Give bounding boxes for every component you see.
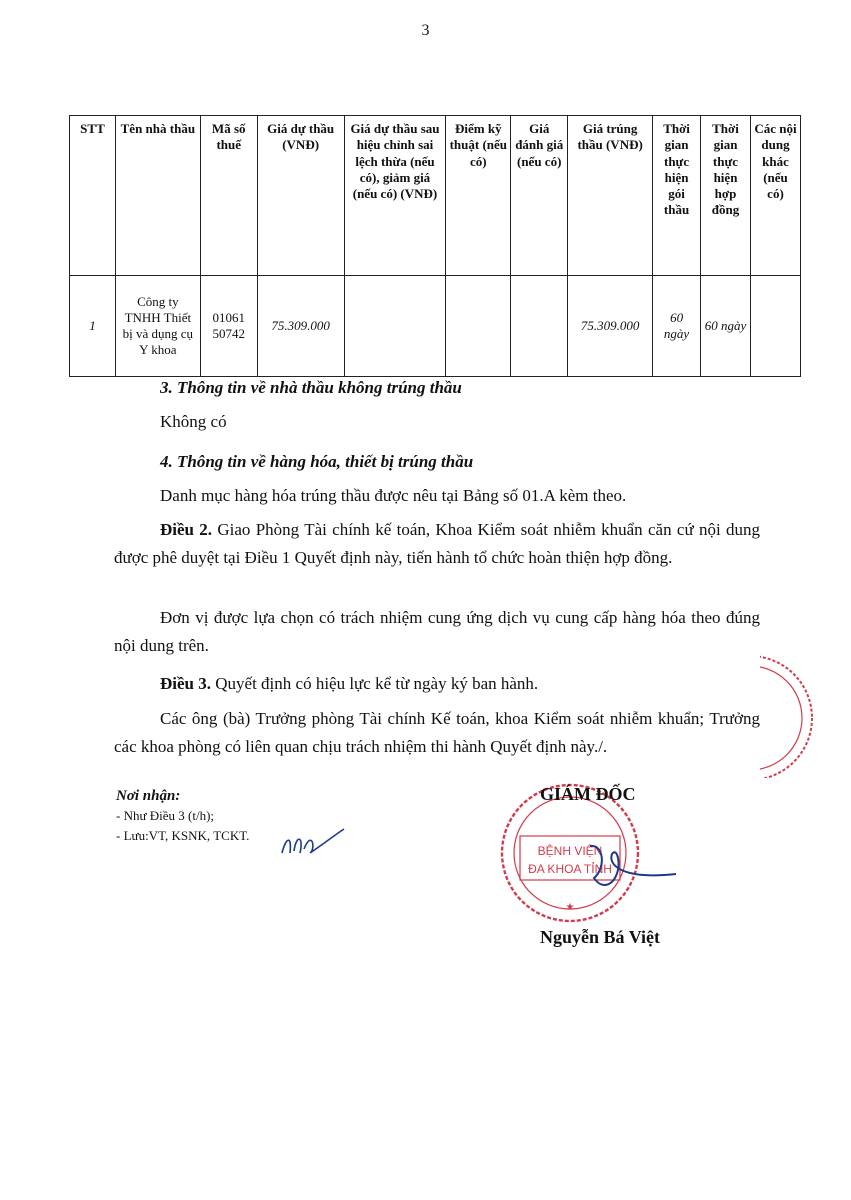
article-3-text: Quyết định có hiệu lực kể từ ngày ký ban hành.: [211, 674, 539, 693]
stamp-text-line-2: ĐA KHOA TỈNH: [528, 862, 612, 876]
header-bidder-name: Tên nhà thầu: [115, 116, 200, 276]
table-header-row: [70, 116, 801, 276]
cell-other-content: [750, 276, 800, 377]
table-row: [70, 276, 801, 377]
header-bid-price: Giá dự thầu (VNĐ): [257, 116, 344, 276]
cell-evaluated-price: [511, 276, 568, 377]
article-2: [114, 516, 760, 572]
article-2-label: Điều 2.: [160, 520, 213, 539]
header-package-duration: Thời gian thực hiện gói thầu: [653, 116, 701, 276]
paragraph-unit-responsibility: Đơn vị được lựa chọn có trách nhiệm cung ứng dịch vụ cung cấp hàng hóa theo đúng nội dung trên.: [114, 608, 760, 655]
cell-stt: 1: [70, 276, 116, 377]
header-technical-score: Điểm kỹ thuật (nếu có): [446, 116, 511, 276]
stamp-text-line-1: BỆNH VIỆN: [537, 844, 603, 858]
header-evaluated-price: Giá đánh giá (nếu có): [511, 116, 568, 276]
cell-winning-price: 75.309.000: [568, 276, 653, 377]
stamp-star-icon: ★: [565, 902, 575, 913]
page-number: 3: [421, 22, 430, 39]
signer-name: Nguyễn Bá Việt: [540, 927, 661, 947]
cell-technical-score: [446, 276, 511, 377]
header-stt: STT: [70, 116, 116, 276]
handwritten-initials: [278, 823, 348, 863]
header-adjusted-price: Giá dự thầu sau hiệu chỉnh sai lệch thừa (nếu có), giảm giá (nếu có) (VNĐ): [344, 116, 446, 276]
header-other-content: Các nội dung khác (nếu có): [750, 116, 800, 276]
recipient-item: - Như Điều 3 (t/h);: [116, 808, 215, 823]
article-3: [160, 670, 538, 698]
partial-stamp-icon: [760, 648, 820, 778]
cell-contract-duration: 60 ngày: [701, 276, 751, 377]
header-tax-code: Mã số thuế: [200, 116, 257, 276]
article-2-text: Giao Phòng Tài chính kế toán, Khoa Kiểm soát nhiễm khuẩn căn cứ nội dung được phê duyệt tại Điều 1 Quyết định này, tiến hành tổ chức hoàn thiện hợp đồng.: [114, 520, 760, 567]
section-4-heading: 4. Thông tin về hàng hóa, thiết bị trúng thầu: [160, 452, 474, 471]
cell-package-duration: 60 ngày: [653, 276, 701, 377]
cell-tax-code: 01061 50742: [200, 276, 257, 377]
header-winning-price: Giá trúng thầu (VNĐ): [568, 116, 653, 276]
recipients-block: [116, 786, 249, 846]
recipient-item: - Lưu:VT, KSNK, TCKT.: [116, 828, 250, 843]
paragraph-responsibility: Các ông (bà) Trưởng phòng Tài chính Kế toán, khoa Kiểm soát nhiễm khuẩn; Trưởng các khoa phòng có liên quan chịu trách nhiệm thi hành Quyết định này./.: [114, 709, 760, 756]
cell-adjusted-price: [344, 276, 446, 377]
section-3-body: Không có: [160, 412, 227, 431]
header-contract-duration: Thời gian thực hiện hợp đồng: [701, 116, 751, 276]
section-3-heading: 3. Thông tin về nhà thầu không trúng thầu: [160, 378, 462, 397]
winning-bid-table: [69, 115, 801, 377]
signature-title: GIÁM ĐỐC: [540, 784, 636, 804]
recipients-title: Nơi nhận:: [116, 788, 181, 804]
cell-bid-price: 75.309.000: [257, 276, 344, 377]
section-4-body: Danh mục hàng hóa trúng thầu được nêu tại Bảng số 01.A kèm theo.: [160, 486, 627, 505]
article-3-label: Điều 3.: [160, 674, 211, 693]
signature-icon: [580, 840, 680, 900]
cell-bidder-name: Công ty TNHH Thiết bị và dụng cụ Y khoa: [115, 276, 200, 377]
